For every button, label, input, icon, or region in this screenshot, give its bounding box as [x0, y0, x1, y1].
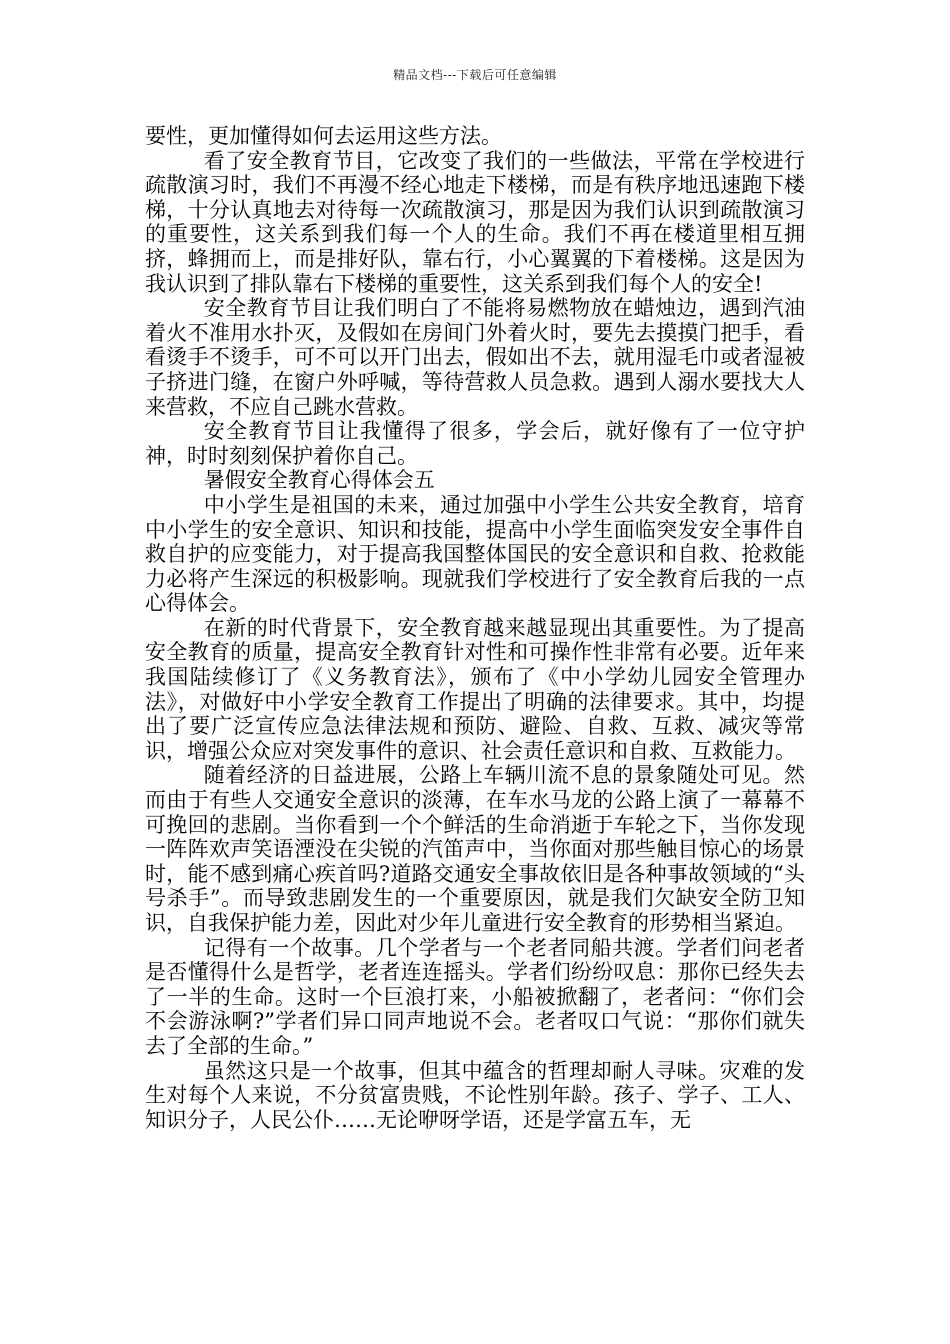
- paragraph: 在新的时代背景下，安全教育越来越显现出其重要性。为了提高安全教育的质量，提高安全教育针对性和可操作性非常有必要。近年来我国陆续修订了《义务教育法》，颁布了《中小学幼儿园安全管理办法》，对做好中小学安全教育工作提出了明确的法律要求。其中，均提出了要广泛宣传应急法律法规和预防、避险、自救、互救、减灾等常识，增强公众应对突发事件的意识、社会责任意识和自救、互救能力。: [145, 615, 805, 763]
- paragraph: 安全教育节目让我们明白了不能将易燃物放在蜡烛边，遇到汽油着火不准用水扑灭，及假如在房间门外着火时，要先去摸摸门把手，看看烫手不烫手，可不可以开门出去，假如出不去，就用湿毛巾或者湿被子挤进门缝，在窗户外呼喊，等待营救人员急救。遇到人溺水要找大人来营救，不应自己跳水营救。: [145, 296, 805, 419]
- paragraph: 随着经济的日益进展，公路上车辆川流不息的景象随处可见。然而由于有些人交通安全意识的淡薄，在车水马龙的公路上演了一幕幕不可挽回的悲剧。当你看到一个个鲜活的生命消逝于车轮之下，当你发现一阵阵欢声笑语湮没在尖锐的汽笛声中，当你面对那些触目惊心的场景时，能不感到痛心疾首吗?道路交通安全事故依旧是各种事故领域的“头号杀手”。而导致悲剧发生的一个重要原因，就是我们欠缺安全防卫知识，自我保护能力差，因此对少年儿童进行安全教育的形势相当紧迫。: [145, 763, 805, 935]
- paragraph: 虽然这只是一个故事，但其中蕴含的哲理却耐人寻味。灾难的发生对每个人来说，不分贫富贵贱，不论性别年龄。孩子、学子、工人、知识分子，人民公仆……无论咿呀学语，还是学富五车，无: [145, 1058, 805, 1132]
- paragraph: 记得有一个故事。几个学者与一个老者同船共渡。学者们问老者是否懂得什么是哲学，老者连连摇头。学者们纷纷叹息：那你已经失去了一半的生命。这时一个巨浪打来，小船被掀翻了，老者问：“你们会不会游泳啊?”学者们异口同声地说不会。老者叹口气说：“那你们就失去了全部的生命。”: [145, 935, 805, 1058]
- paragraph: 看了安全教育节目，它改变了我们的一些做法，平常在学校进行疏散演习时，我们不再漫不经心地走下楼梯，而是有秩序地迅速跑下楼梯，十分认真地去对待每一次疏散演习，那是因为我们认识到疏散演习的重要性，这关系到我们每一个人的生命。我们不再在楼道里相互拥挤，蜂拥而上，而是排好队，靠右行，小心翼翼的下着楼梯。这是因为我认识到了排队靠右下楼梯的重要性，这关系到我们每个人的安全!: [145, 148, 805, 296]
- paragraph: 安全教育节目让我懂得了很多，学会后，就好像有了一位守护神，时时刻刻保护着你自己。: [145, 419, 805, 468]
- section-heading: 暑假安全教育心得体会五: [203, 468, 435, 493]
- paragraph: 要性，更加懂得如何去运用这些方法。: [145, 124, 502, 148]
- page-header: 精品文档---下载后可任意编辑: [393, 68, 557, 82]
- document-body: [145, 124, 805, 1132]
- paragraph: 中小学生是祖国的未来，通过加强中小学生公共安全教育，培育中小学生的安全意识、知识和技能，提高中小学生面临突发安全事件自救自护的应变能力，对于提高我国整体国民的安全意识和自救、抢救能力必将产生深远的积极影响。现就我们学校进行了安全教育后我的一点心得体会。: [145, 492, 805, 616]
